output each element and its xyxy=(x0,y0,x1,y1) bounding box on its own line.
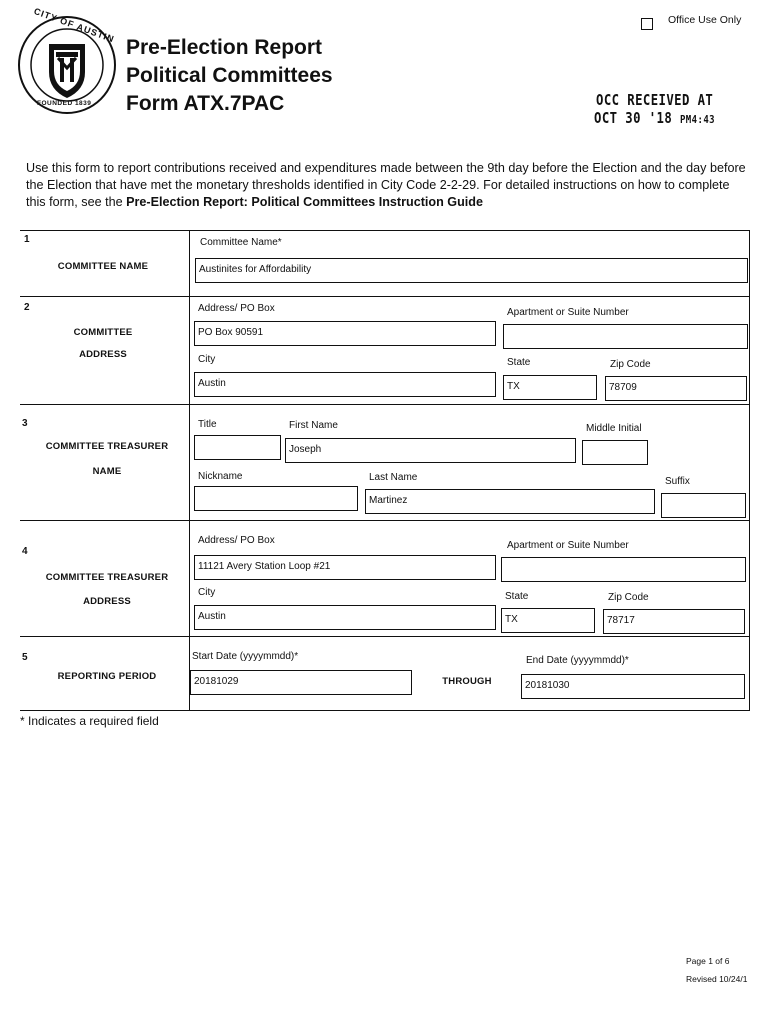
treasurer-last-name-field[interactable]: Martinez xyxy=(365,489,655,514)
committee-city-label: City xyxy=(198,354,216,365)
committee-name-label: Committee Name* xyxy=(200,237,282,248)
committee-apt-field[interactable] xyxy=(503,324,748,349)
treasurer-state-field[interactable]: TX xyxy=(501,608,595,633)
committee-city-field[interactable]: Austin xyxy=(194,372,496,397)
treasurer-zip-field[interactable]: 78717 xyxy=(603,609,745,634)
committee-state-field[interactable]: TX xyxy=(503,375,597,400)
form-right-border xyxy=(749,230,750,711)
received-stamp-time: PM4:43 xyxy=(679,113,716,126)
section-3-label-line1: COMMITTEE TREASURER xyxy=(45,441,169,452)
treasurer-nickname-label: Nickname xyxy=(198,471,243,482)
treasurer-first-name-label: First Name xyxy=(289,420,338,431)
treasurer-suffix-label: Suffix xyxy=(665,476,690,487)
committee-state-label: State xyxy=(507,357,531,368)
section-5-number: 5 xyxy=(22,652,28,663)
treasurer-suffix-field[interactable] xyxy=(661,493,746,518)
section-divider xyxy=(20,520,750,521)
treasurer-middle-initial-field[interactable] xyxy=(582,440,648,465)
revision-date: Revised 10/24/1 xyxy=(686,974,748,984)
end-date-label: End Date (yyyymmdd)* xyxy=(526,655,629,666)
start-date-field[interactable]: 20181029 xyxy=(190,670,412,695)
section-4-number: 4 xyxy=(22,546,28,557)
treasurer-address-label: Address/ PO Box xyxy=(198,535,275,546)
treasurer-apt-label: Apartment or Suite Number xyxy=(507,540,629,551)
treasurer-apt-field[interactable] xyxy=(501,557,746,582)
received-stamp-date: OCT 30 '18 xyxy=(594,109,673,127)
intro-text: Use this form to report contributions received and expenditures made between the 9th day before the Election and the day before the Election that have met the monetary thresholds identified in City Code 2-2-29. For detailed instructions on how to complete this form, see the xyxy=(26,161,746,209)
committee-address-field[interactable]: PO Box 90591 xyxy=(194,321,496,346)
committee-name-field[interactable]: Austinites for Affordability xyxy=(195,258,748,283)
section-3-label-line2: NAME xyxy=(92,466,122,477)
form-bottom-border xyxy=(20,710,750,711)
section-4-label-line2: ADDRESS xyxy=(83,596,131,607)
treasurer-title-field[interactable] xyxy=(194,435,281,460)
form-title-line1: Pre-Election Report xyxy=(126,36,323,59)
section-3-number: 3 xyxy=(22,418,28,429)
treasurer-nickname-field[interactable] xyxy=(194,486,358,511)
section-1-number: 1 xyxy=(24,234,30,245)
section-divider xyxy=(20,404,750,405)
office-use-checkbox[interactable] xyxy=(641,18,653,30)
committee-zip-label: Zip Code xyxy=(610,359,651,370)
treasurer-address-field[interactable]: 11121 Avery Station Loop #21 xyxy=(194,555,496,580)
committee-apt-label: Apartment or Suite Number xyxy=(507,307,629,318)
form-title-line3: Form ATX.7PAC xyxy=(126,92,285,115)
seal-founded-text: FOUNDED 1839 xyxy=(37,100,92,107)
section-divider xyxy=(20,296,750,297)
committee-address-label: Address/ PO Box xyxy=(198,303,275,314)
end-date-field[interactable]: 20181030 xyxy=(521,674,745,699)
office-use-label: Office Use Only xyxy=(668,14,742,26)
start-date-label: Start Date (yyyymmdd)* xyxy=(192,651,299,662)
treasurer-last-name-label: Last Name xyxy=(369,472,418,483)
form-top-border xyxy=(20,230,750,231)
form-title-line2: Political Committees xyxy=(126,64,333,87)
committee-zip-field[interactable]: 78709 xyxy=(605,376,747,401)
section-divider xyxy=(20,636,750,637)
required-field-note: * Indicates a required field xyxy=(20,714,159,728)
through-label: THROUGH xyxy=(442,676,492,687)
section-4-label-line1: COMMITTEE TREASURER xyxy=(45,572,169,583)
treasurer-title-label: Title xyxy=(198,419,217,430)
treasurer-middle-initial-label: Middle Initial xyxy=(586,423,642,434)
intro-paragraph xyxy=(26,160,751,211)
treasurer-state-label: State xyxy=(505,591,529,602)
instruction-guide-name: Pre-Election Report: Political Committees Instruction Guide xyxy=(126,195,483,209)
seal-text: CITY OF AUSTIN xyxy=(32,6,116,45)
section-1-label: COMMITTEE NAME xyxy=(57,261,149,272)
page-number: Page 1 of 6 xyxy=(686,956,730,966)
section-2-label-line2: ADDRESS xyxy=(79,349,127,360)
section-2-label-line1: COMMITTEE xyxy=(73,327,133,338)
treasurer-first-name-field[interactable]: Joseph xyxy=(285,438,576,463)
treasurer-zip-label: Zip Code xyxy=(608,592,649,603)
section-5-label: REPORTING PERIOD xyxy=(57,671,157,682)
received-stamp-line1: OCC RECEIVED AT xyxy=(596,91,714,109)
treasurer-city-field[interactable]: Austin xyxy=(194,605,496,630)
label-column-divider xyxy=(189,230,190,711)
treasurer-city-label: City xyxy=(198,587,216,598)
section-2-number: 2 xyxy=(24,302,30,313)
